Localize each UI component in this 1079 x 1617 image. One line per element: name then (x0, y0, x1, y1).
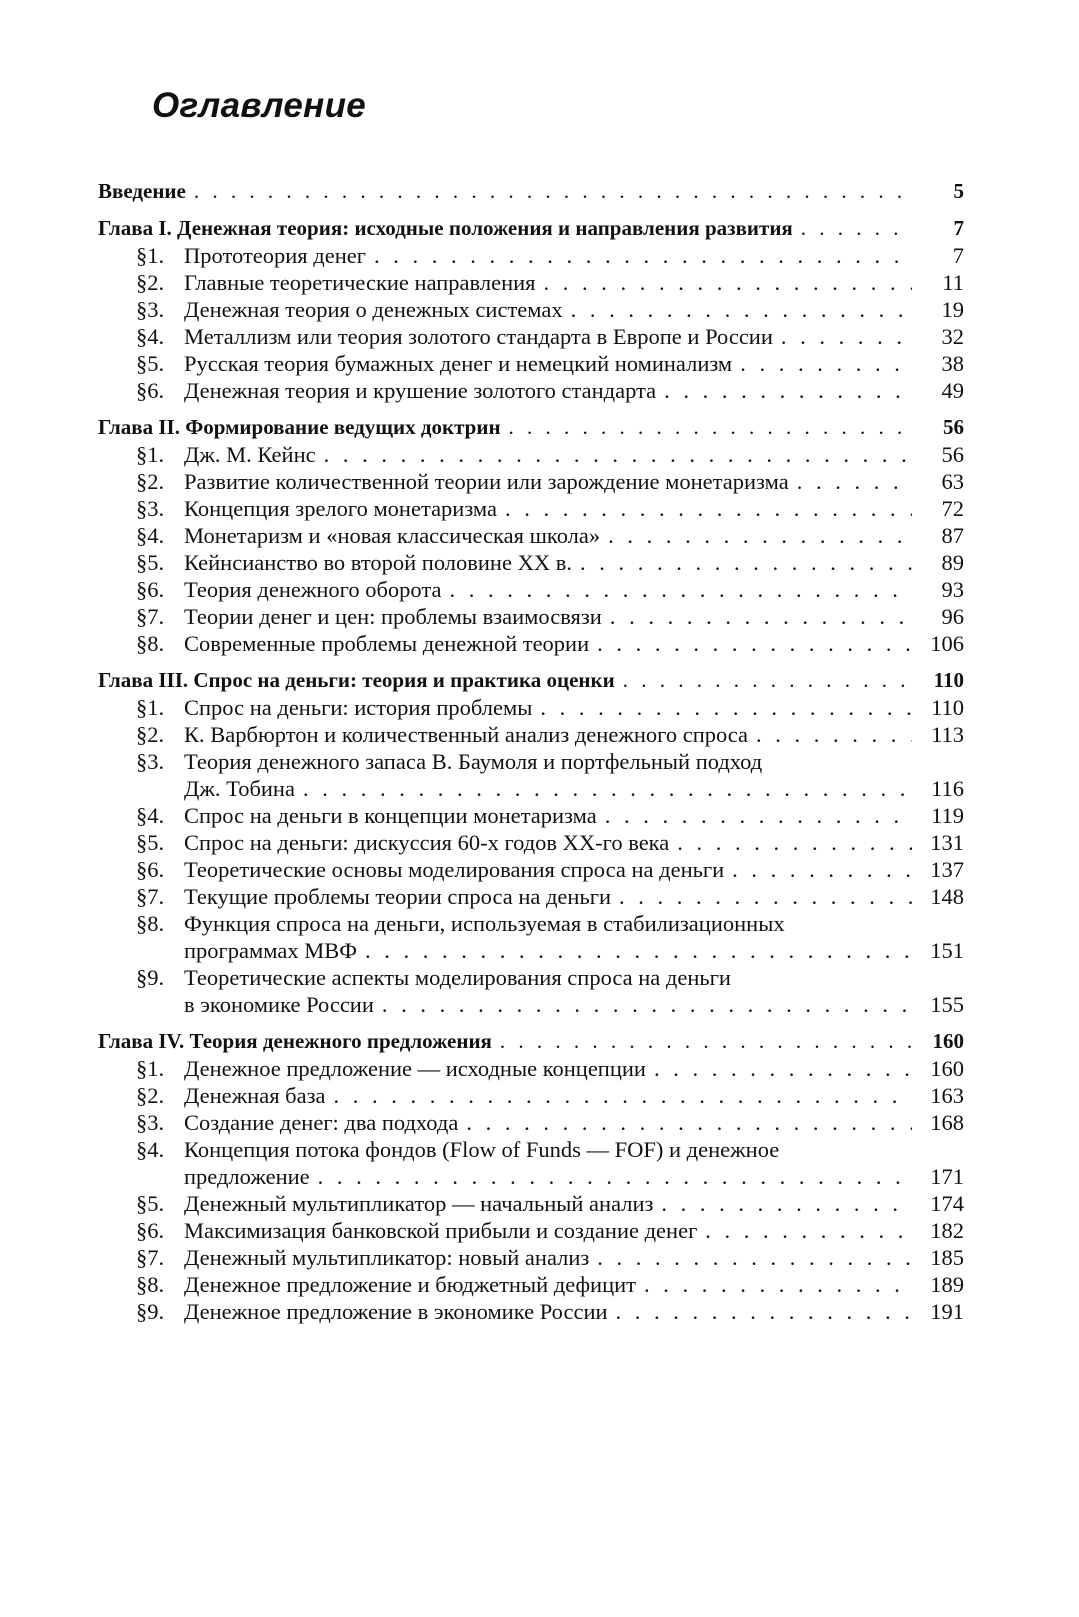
entry-body (184, 694, 964, 721)
page-number: 38 (941, 351, 964, 376)
toc-section-entry[interactable] (98, 856, 964, 883)
entry-body (184, 1244, 964, 1271)
entry-body (184, 1271, 964, 1298)
toc-section-entry[interactable] (98, 1217, 964, 1244)
section-title: Денежная база (184, 1083, 326, 1108)
entry-line (184, 721, 964, 748)
toc-section-entry[interactable] (98, 549, 964, 576)
entry-line (184, 296, 964, 323)
entry-line (184, 1109, 964, 1136)
dot-leader (654, 1055, 912, 1082)
page-title: Оглавление (152, 86, 367, 125)
entry-body (184, 1298, 964, 1325)
dot-leader (623, 667, 912, 694)
entry-body (184, 603, 964, 630)
dot-leader (801, 215, 912, 242)
entry-line (184, 377, 964, 404)
toc-section-entry[interactable] (98, 522, 964, 549)
entry-line (184, 937, 964, 964)
dot-leader (544, 269, 912, 296)
section-number: §4. (136, 523, 165, 548)
section-number: §6. (136, 1218, 165, 1243)
dot-leader (605, 802, 912, 829)
entry-line (184, 883, 964, 910)
entry-line (184, 630, 964, 657)
section-title: предложение (184, 1164, 310, 1189)
dot-leader (500, 1028, 912, 1055)
dot-leader (505, 495, 912, 522)
page-number: 7 (953, 216, 964, 240)
chapter-title: Глава IV. Теория денежного предложения (98, 1029, 492, 1053)
page-number: 148 (930, 884, 964, 909)
section-number: §4. (136, 803, 165, 828)
section-number: §6. (136, 577, 165, 602)
section-title: Кейнсианство во второй половине XX в. (184, 550, 572, 575)
section-title: Развитие количественной теории или зарождение монетаризма (184, 469, 789, 494)
entry-line (184, 603, 964, 630)
section-number: §2. (136, 722, 165, 747)
toc-section-entry[interactable] (98, 1136, 964, 1190)
entry-body (98, 414, 964, 441)
page-number: 7 (952, 243, 964, 268)
section-number: §6. (136, 857, 165, 882)
dot-leader (324, 441, 912, 468)
toc-section-entry[interactable] (98, 1298, 964, 1325)
toc-section-entry[interactable] (98, 269, 964, 296)
page-number: 110 (933, 668, 964, 692)
page-number: 89 (941, 550, 964, 575)
entry-line (184, 350, 964, 377)
section-title: в экономике России (184, 992, 374, 1017)
dot-leader (334, 1082, 913, 1109)
entry-body (184, 350, 964, 377)
section-title: Денежное предложение в экономике России (184, 1299, 608, 1324)
entry-body (184, 441, 964, 468)
section-number: §8. (136, 911, 165, 936)
entry-body (184, 1136, 964, 1190)
dot-leader (781, 323, 912, 350)
section-title: Металлизм или теория золотого стандарта в Европе и России (184, 324, 773, 349)
section-number: §7. (136, 1245, 165, 1270)
dot-leader (661, 1190, 912, 1217)
page-number: 11 (942, 270, 964, 295)
entry-body (184, 549, 964, 576)
toc-section-entry[interactable] (98, 964, 964, 1018)
toc-section-entry[interactable] (98, 242, 964, 269)
section-title: Функция спроса на деньги, используемая в стабилизационных (184, 911, 785, 936)
page-number: 119 (931, 803, 964, 828)
dot-leader (619, 883, 912, 910)
page-number: 106 (930, 631, 964, 656)
dot-leader (382, 991, 912, 1018)
page-number: 137 (930, 857, 964, 882)
section-title: Денежное предложение и бюджетный дефицит (184, 1272, 636, 1297)
toc-section-entry[interactable] (98, 296, 964, 323)
section-number: §5. (136, 1191, 165, 1216)
section-number: §3. (136, 297, 165, 322)
page-number: 171 (930, 1164, 964, 1189)
section-title: Создание денег: два подхода (184, 1110, 459, 1135)
entry-body (184, 721, 964, 748)
entry-line (98, 414, 964, 441)
page-number: 93 (941, 577, 964, 602)
dot-leader (610, 603, 912, 630)
entry-line (184, 269, 964, 296)
section-title: Денежный мультипликатор: новый анализ (184, 1245, 590, 1270)
entry-line (184, 1298, 964, 1325)
page-number: 116 (931, 776, 964, 801)
section-title: Дж. Тобина (184, 776, 295, 801)
section-title: Прототеория денег (184, 243, 366, 268)
section-number: §8. (136, 1272, 165, 1297)
entry-line (184, 964, 964, 991)
toc-section-entry[interactable] (98, 323, 964, 350)
toc-section-entry[interactable] (98, 630, 964, 657)
toc-section-entry[interactable] (98, 910, 964, 964)
dot-leader (644, 1271, 912, 1298)
section-title: Монетаризм и «новая классическая школа» (184, 523, 601, 548)
page-number: 174 (930, 1191, 964, 1216)
toc-chapter-entry[interactable] (98, 667, 964, 694)
entry-body (184, 269, 964, 296)
entry-body (184, 323, 964, 350)
entry-line (184, 1217, 964, 1244)
dot-leader (466, 1109, 912, 1136)
toc-section-entry[interactable] (98, 1109, 964, 1136)
dot-leader (616, 1298, 912, 1325)
page-number: 5 (953, 179, 964, 203)
dot-leader (797, 468, 912, 495)
section-number: §3. (136, 496, 165, 521)
toc-section-entry[interactable] (98, 748, 964, 802)
toc-section-entry[interactable] (98, 829, 964, 856)
section-number: §9. (136, 1299, 165, 1324)
page-number: 72 (941, 496, 964, 521)
toc-section-entry[interactable] (98, 495, 964, 522)
dot-leader (374, 242, 912, 269)
section-number: §3. (136, 749, 165, 774)
section-title: Спрос на деньги: история проблемы (184, 695, 533, 720)
page-number: 113 (931, 722, 964, 747)
page-number: 185 (930, 1245, 964, 1270)
entry-body (184, 748, 964, 802)
section-title: Денежная теория о денежных системах (184, 297, 563, 322)
entry-line (184, 441, 964, 468)
entry-body (184, 1217, 964, 1244)
dot-leader (509, 414, 912, 441)
entry-line (98, 178, 964, 205)
entry-line (184, 576, 964, 603)
toc-section-entry[interactable] (98, 1082, 964, 1109)
page-number: 56 (943, 415, 964, 439)
dot-leader (194, 178, 912, 205)
dot-leader (303, 775, 912, 802)
entry-body (184, 1055, 964, 1082)
section-title: Спрос на деньги: дискуссия 60-х годов XX-го века (184, 830, 670, 855)
entry-line (184, 910, 964, 937)
entry-line (184, 1136, 964, 1163)
dot-leader (540, 694, 912, 721)
section-number: §5. (136, 830, 165, 855)
toc-section-entry[interactable] (98, 350, 964, 377)
page-number: 49 (941, 378, 964, 403)
page-number: 151 (930, 938, 964, 963)
entry-body (184, 522, 964, 549)
toc-section-entry[interactable] (98, 1190, 964, 1217)
entry-line (184, 856, 964, 883)
toc-chapter-entry[interactable] (98, 215, 964, 242)
section-title: Текущие проблемы теории спроса на деньги (184, 884, 611, 909)
entry-body (184, 1190, 964, 1217)
dot-leader (664, 377, 912, 404)
entry-line (184, 829, 964, 856)
section-number: §1. (136, 442, 165, 467)
entry-body (184, 630, 964, 657)
section-number: §6. (136, 378, 165, 403)
page-number: 32 (941, 324, 964, 349)
section-title: К. Варбюртон и количественный анализ денежного спроса (184, 722, 749, 747)
section-title: Теоретические основы моделирования спроса на деньги (184, 857, 725, 882)
toc-section-entry[interactable] (98, 802, 964, 829)
page-number: 160 (932, 1029, 964, 1053)
section-number: §9. (136, 965, 165, 990)
page-number: 160 (930, 1056, 964, 1081)
section-title: Теории денег и цен: проблемы взаимосвязи (184, 604, 602, 629)
entry-body (98, 667, 964, 694)
dot-leader (571, 296, 912, 323)
entry-body (184, 1082, 964, 1109)
section-title: Концепция потока фондов (Flow of Funds — FOF) и денежное (184, 1137, 780, 1162)
entry-line (184, 1055, 964, 1082)
entry-line (184, 522, 964, 549)
entry-line (98, 215, 964, 242)
section-title: Дж. М. Кейнс (184, 442, 316, 467)
entry-line (184, 468, 964, 495)
toc-section-entry[interactable] (98, 468, 964, 495)
chapter-title: Глава III. Спрос на деньги: теория и практика оценки (98, 668, 615, 692)
section-title: Теоретические аспекты моделирования спроса на деньги (184, 965, 731, 990)
entry-line (184, 1271, 964, 1298)
section-title: Денежное предложение — исходные концепции (184, 1056, 646, 1081)
section-title: Максимизация банковской прибыли и создание денег (184, 1218, 698, 1243)
dot-leader (608, 522, 912, 549)
dot-leader (365, 937, 912, 964)
dot-leader (740, 350, 912, 377)
entry-line (184, 1082, 964, 1109)
section-title: Главные теоретические направления (184, 270, 536, 295)
toc-chapter-entry[interactable] (98, 414, 964, 441)
section-number: §3. (136, 1110, 165, 1135)
section-title: Денежный мультипликатор — начальный анализ (184, 1191, 654, 1216)
entry-body (184, 242, 964, 269)
section-number: §1. (136, 1056, 165, 1081)
entry-body (98, 1028, 964, 1055)
section-title: Теория денежного запаса В. Баумоля и портфельный подход (184, 749, 763, 774)
section-title: программах МВФ (184, 938, 357, 963)
section-title: Денежная теория и крушение золотого стандарта (184, 378, 657, 403)
section-title: Спрос на деньги в концепции монетаризма (184, 803, 597, 828)
entry-line (184, 802, 964, 829)
section-number: §1. (136, 695, 165, 720)
toc-section-entry[interactable] (98, 441, 964, 468)
entry-body (98, 215, 964, 242)
page-number: 56 (941, 442, 964, 467)
entry-body (184, 829, 964, 856)
toc-section-entry[interactable] (98, 694, 964, 721)
dot-leader (705, 1217, 912, 1244)
entry-line (184, 991, 964, 1018)
section-number: §4. (136, 324, 165, 349)
section-number: §8. (136, 631, 165, 656)
page-number: 155 (930, 992, 964, 1017)
entry-body (184, 296, 964, 323)
toc-chapter-entry[interactable] (98, 1028, 964, 1055)
section-number: §2. (136, 1083, 165, 1108)
entry-body (184, 468, 964, 495)
entry-body (98, 178, 964, 205)
entry-body (184, 910, 964, 964)
chapter-title: Введение (98, 179, 186, 203)
page-number: 168 (930, 1110, 964, 1135)
page-number: 182 (930, 1218, 964, 1243)
entry-body (184, 883, 964, 910)
entry-line (184, 775, 964, 802)
entry-body (184, 576, 964, 603)
entry-line (184, 323, 964, 350)
toc-section-entry[interactable] (98, 883, 964, 910)
toc-section-entry[interactable] (98, 1055, 964, 1082)
page-number: 131 (930, 830, 964, 855)
page-number: 96 (941, 604, 964, 629)
entry-body (184, 964, 964, 1018)
section-number: §1. (136, 243, 165, 268)
dot-leader (597, 630, 912, 657)
entry-body (184, 802, 964, 829)
page-number: 19 (941, 297, 964, 322)
section-title: Концепция зрелого монетаризма (184, 496, 497, 521)
entry-line (184, 694, 964, 721)
section-title: Русская теория бумажных денег и немецкий номинализм (184, 351, 733, 376)
section-number: §2. (136, 270, 165, 295)
page-number: 189 (930, 1272, 964, 1297)
entry-body (184, 856, 964, 883)
entry-line (184, 549, 964, 576)
toc-section-entry[interactable] (98, 603, 964, 630)
section-number: §5. (136, 550, 165, 575)
toc-section-entry[interactable] (98, 576, 964, 603)
section-title: Теория денежного оборота (184, 577, 442, 602)
page-number: 110 (931, 695, 964, 720)
entry-line (184, 1244, 964, 1271)
page-number: 191 (930, 1299, 964, 1324)
page-number: 163 (930, 1083, 964, 1108)
dot-leader (677, 829, 912, 856)
entry-body (184, 495, 964, 522)
chapter-title: Глава II. Формирование ведущих доктрин (98, 415, 501, 439)
toc-section-entry[interactable] (98, 377, 964, 404)
section-number: §4. (136, 1137, 165, 1162)
entry-line (184, 242, 964, 269)
table-of-contents (98, 178, 964, 1325)
entry-line (184, 495, 964, 522)
dot-leader (318, 1163, 912, 1190)
entry-line (184, 748, 964, 775)
entry-body (184, 1109, 964, 1136)
entry-line (184, 1190, 964, 1217)
toc-section-entry[interactable] (98, 1271, 964, 1298)
toc-section-entry[interactable] (98, 1244, 964, 1271)
entry-line (98, 667, 964, 694)
page-number: 87 (941, 523, 964, 548)
dot-leader (597, 1244, 912, 1271)
toc-section-entry[interactable] (98, 721, 964, 748)
toc-chapter-entry[interactable] (98, 178, 964, 205)
dot-leader (449, 576, 912, 603)
section-number: §2. (136, 469, 165, 494)
section-number: §7. (136, 884, 165, 909)
entry-line (98, 1028, 964, 1055)
entry-body (184, 377, 964, 404)
section-number: §7. (136, 604, 165, 629)
dot-leader (756, 721, 912, 748)
section-title: Современные проблемы денежной теории (184, 631, 590, 656)
chapter-title: Глава I. Денежная теория: исходные положения и направления развития (98, 216, 793, 240)
dot-leader (732, 856, 912, 883)
section-number: §5. (136, 351, 165, 376)
entry-line (184, 1163, 964, 1190)
dot-leader (580, 549, 912, 576)
page-number: 63 (941, 469, 964, 494)
